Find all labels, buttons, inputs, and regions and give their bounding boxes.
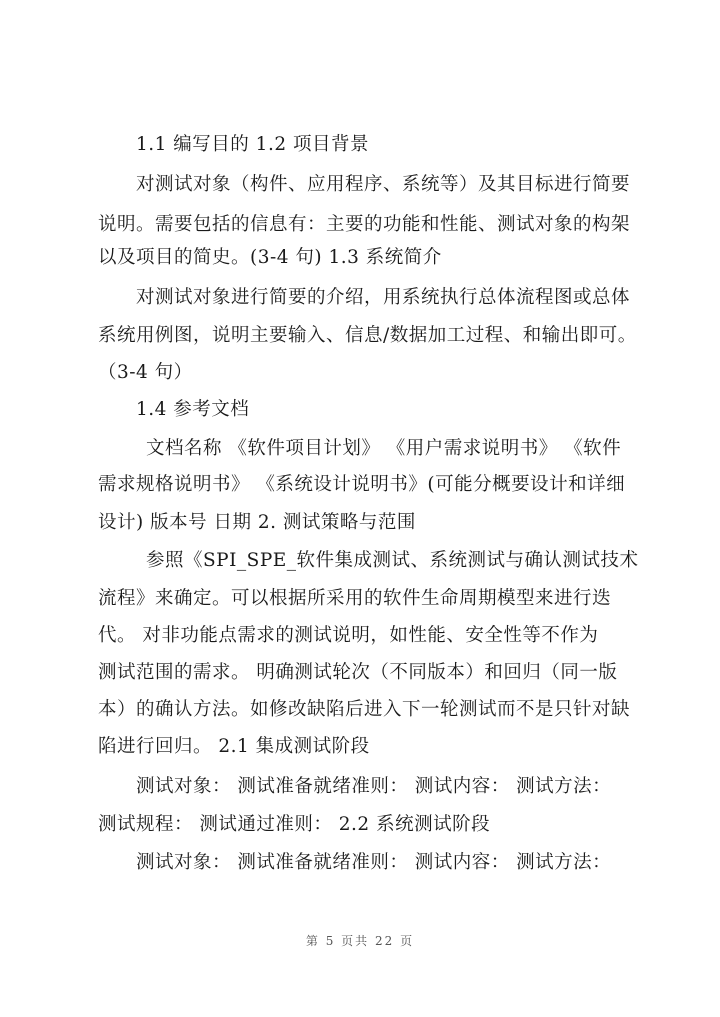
text-line: 测试范围的需求。 明确测试轮次（不同版本）和回归（同一版 bbox=[98, 662, 618, 683]
text-line: 说明。需要包括的信息有：主要的功能和性能、测试对象的构架 bbox=[98, 214, 631, 235]
text-line: 测试对象： 测试准备就绪准则： 测试内容： 测试方法： bbox=[136, 852, 612, 873]
text-line: 1.4 参考文档 bbox=[136, 399, 250, 420]
text-line: 测试对象： 测试准备就绪准则： 测试内容： 测试方法： bbox=[136, 776, 612, 797]
text-line: 本）的确认方法。如修改缺陷后进入下一轮测试而不是只针对缺 bbox=[98, 699, 631, 720]
text-line: 系统用例图，说明主要输入、信息/数据加工过程、和输出即可。 bbox=[98, 325, 637, 346]
text-line: 需求规格说明书》 《系统设计说明书》(可能分概要设计和详细 bbox=[98, 474, 626, 495]
text-line: 对测试对象（构件、应用程序、系统等）及其目标进行简要 bbox=[136, 174, 631, 195]
text-line: 流程》来确定。可以根据所采用的软件生命周期模型来进行迭 bbox=[98, 588, 612, 609]
text-line: 设计) 版本号 日期 2. 测试策略与范围 bbox=[98, 512, 416, 533]
text-line: 对测试对象进行简要的介绍，用系统执行总体流程图或总体 bbox=[136, 287, 631, 308]
page-footer: 第 5 页共 22 页 bbox=[305, 934, 415, 948]
text-line: （3-4 句） bbox=[98, 362, 193, 383]
text-line: 陷进行回归。 2.1 集成测试阶段 bbox=[98, 736, 370, 757]
text-line: 以及项目的简史。(3-4 句) 1.3 系统简介 bbox=[98, 247, 442, 268]
text-line: 参照《SPI_SPE_软件集成测试、系统测试与确认测试技术 bbox=[146, 550, 639, 571]
text-line: 1.1 编写目的 1.2 项目背景 bbox=[136, 134, 369, 155]
text-line: 代。 对非功能点需求的测试说明，如性能、安全性等不作为 bbox=[98, 625, 599, 646]
text-line: 文档名称 《软件项目计划》 《用户需求说明书》 《软件 bbox=[146, 438, 622, 459]
text-line: 测试规程： 测试通过准则： 2.2 系统测试阶段 bbox=[98, 814, 491, 835]
